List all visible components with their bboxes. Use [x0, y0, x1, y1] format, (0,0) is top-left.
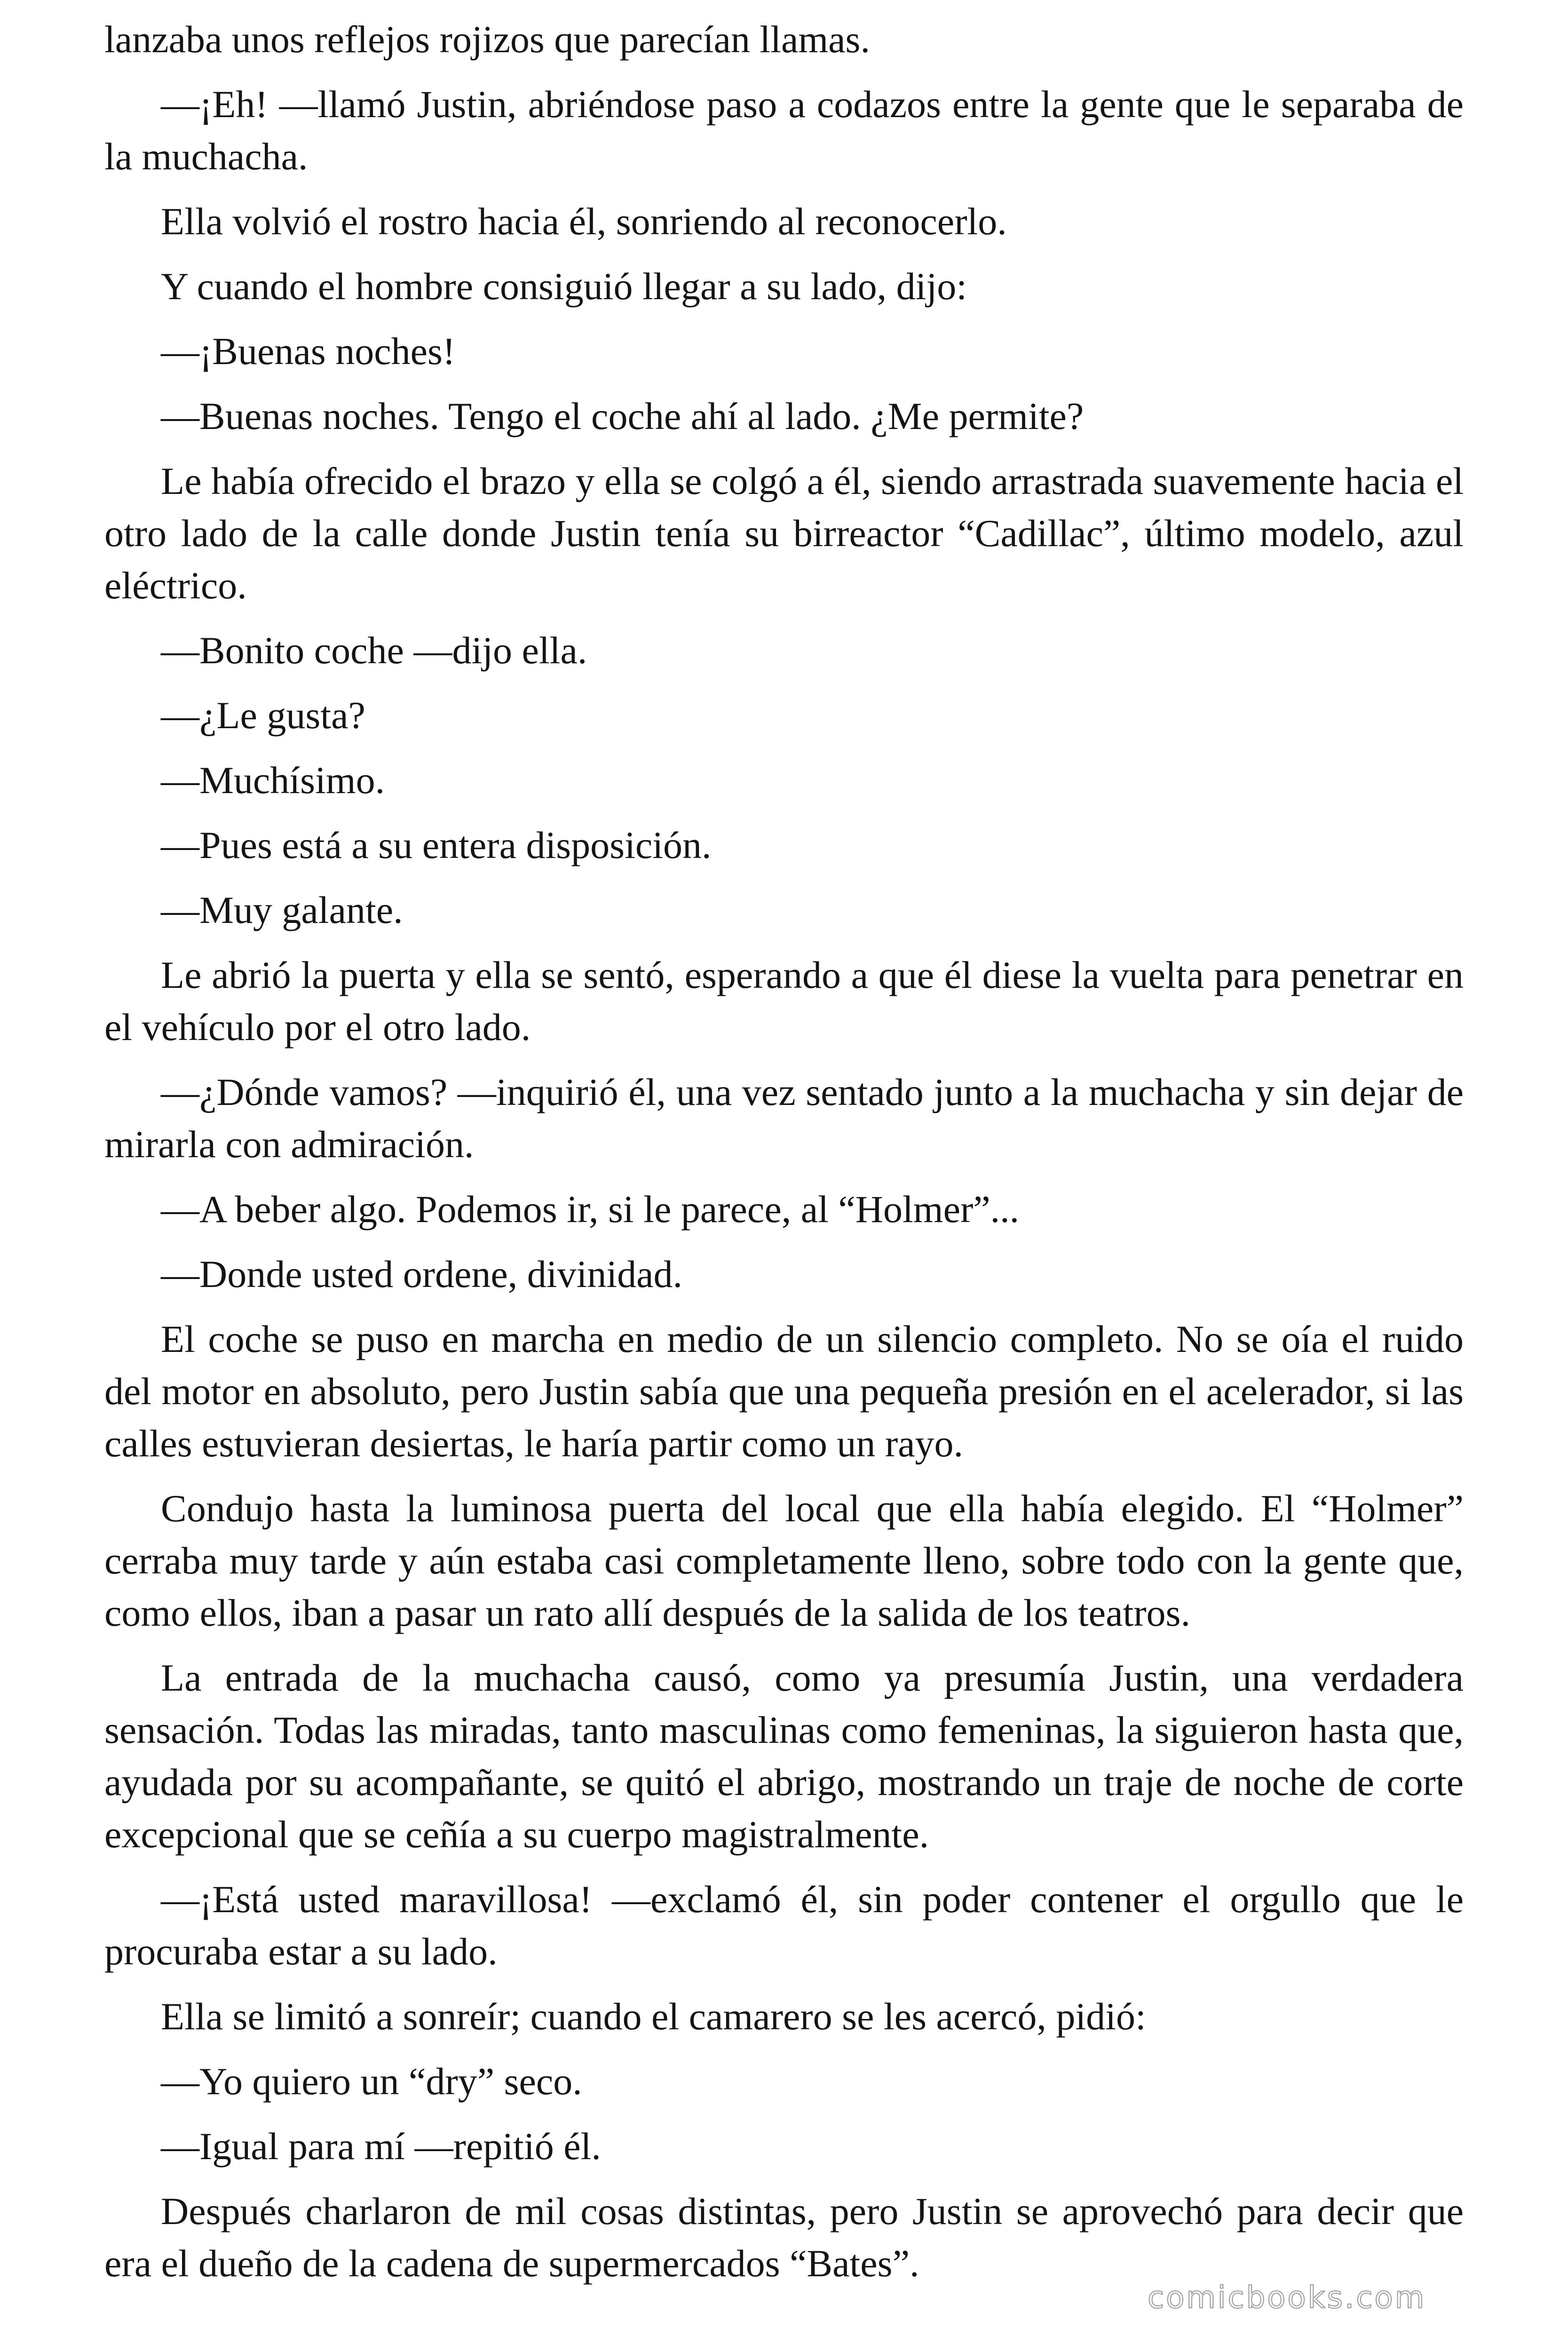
paragraph: —¡Buenas noches!: [161, 330, 456, 373]
paragraph: Ella se limitó a sonreír; cuando el camarero se les acercó, pidió:: [161, 1995, 1146, 2038]
paragraph: Le había ofrecido el brazo y ella se colgó a él, siendo arrastrada suavemente hacia el otro lado de la calle donde Justin tenía su birreactor “Cadillac”, último modelo, azul eléctrico.: [104, 460, 1464, 607]
paragraph: —Muy galante.: [161, 889, 403, 931]
paragraph: Ella volvió el rostro hacia él, sonriendo al reconocerlo.: [161, 200, 1007, 243]
paragraph: —¿Le gusta?: [161, 694, 365, 737]
paragraph: El coche se puso en marcha en medio de un silencio completo. No se oía el ruido del motor en absoluto, pero Justin sabía que una pequeña presión en el acelerador, si las calles estuvieran desiertas, le haría partir como un rayo.: [104, 1318, 1464, 1465]
paragraph: —¡Eh! —llamó Justin, abriéndose paso a codazos entre la gente que le separaba de la muchacha.: [104, 83, 1464, 178]
paragraph: —Buenas noches. Tengo el coche ahí al lado. ¿Me permite?: [161, 395, 1084, 437]
paragraph: —Yo quiero un “dry” seco.: [161, 2060, 582, 2103]
paragraph: Y cuando el hombre consiguió llegar a su lado, dijo:: [161, 265, 967, 308]
body-text: [104, 13, 1464, 2302]
paragraph: —Bonito coche —dijo ella.: [161, 629, 587, 672]
paragraph: —Pues está a su entera disposición.: [161, 824, 712, 866]
watermark: comicbooks.com: [1148, 2280, 1426, 2315]
paragraph: —Muchísimo.: [161, 759, 385, 802]
paragraph: —¡Está usted maravillosa! —exclamó él, sin poder contener el orgullo que le procuraba estar a su lado.: [104, 1878, 1464, 1973]
paragraph: Después charlaron de mil cosas distintas, pero Justin se aprovechó para decir que era el dueño de la cadena de supermercados “Bates”.: [104, 2190, 1464, 2285]
paragraph: —¿Dónde vamos? —inquirió él, una vez sentado junto a la muchacha y sin dejar de mirarla con admiración.: [104, 1071, 1464, 1166]
paragraph: Le abrió la puerta y ella se sentó, esperando a que él diese la vuelta para penetrar en el vehículo por el otro lado.: [104, 954, 1464, 1049]
paragraph: —A beber algo. Podemos ir, si le parece, al “Holmer”...: [161, 1188, 1020, 1231]
paragraph: Condujo hasta la luminosa puerta del local que ella había elegido. El “Holmer” cerraba muy tarde y aún estaba casi completamente lleno, sobre todo con la gente que, como ellos, iban a pasar un rato allí después de la salida de los teatros.: [104, 1487, 1464, 1634]
paragraph: —Igual para mí —repitió él.: [161, 2125, 601, 2168]
paragraph: lanzaba unos reflejos rojizos que parecían llamas.: [104, 18, 870, 61]
paragraph: La entrada de la muchacha causó, como ya presumía Justin, una verdadera sensación. Todas las miradas, tanto masculinas como femeninas, la siguieron hasta que, ayudada por su acompañante, se quitó el abrigo, mostrando un traje de noche de corte excepcional que se ceñía a su cuerpo magistralmente.: [104, 1656, 1464, 1856]
paragraph: —Donde usted ordene, divinidad.: [161, 1253, 683, 1295]
